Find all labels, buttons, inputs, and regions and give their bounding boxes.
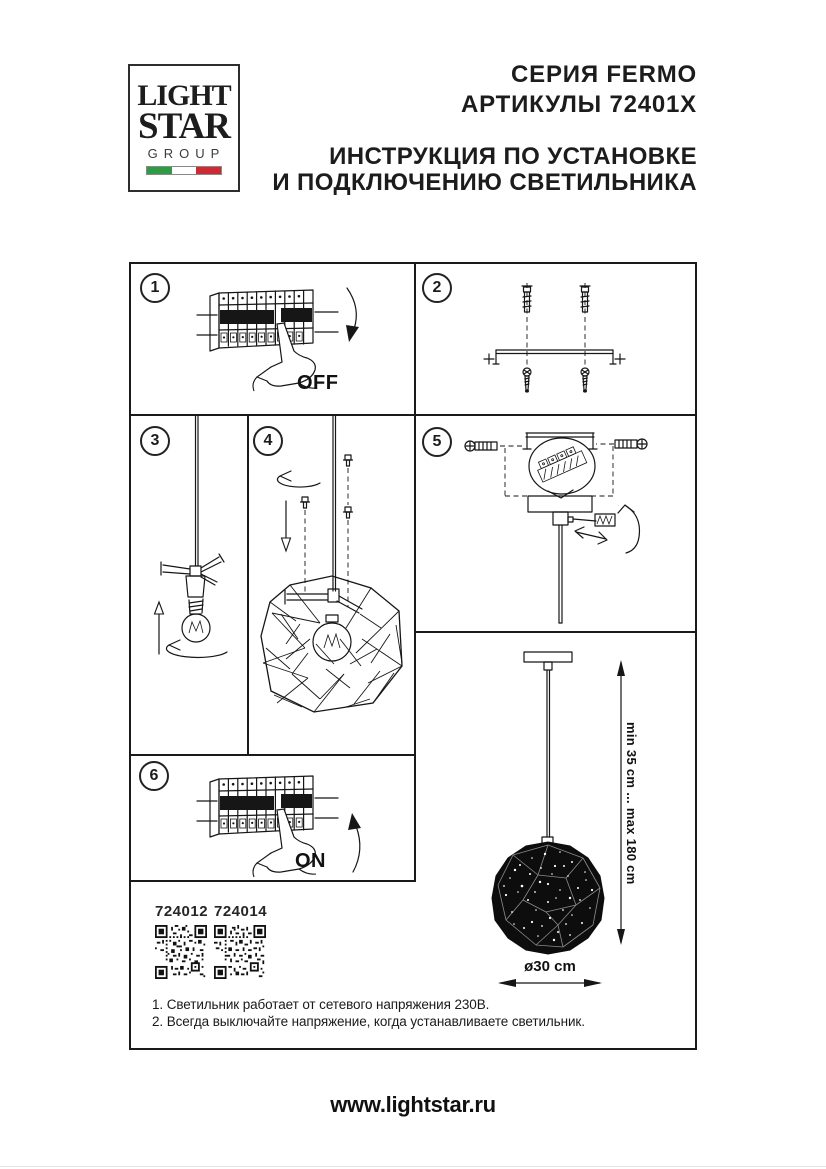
title-line-2: И ПОДКЛЮЧЕНИЮ СВЕТИЛЬНИКА <box>272 169 697 196</box>
power-off-label: OFF <box>297 372 339 394</box>
step-number: 6 <box>149 767 159 784</box>
flag-white <box>172 167 197 174</box>
circuit-breaker-on-diagram <box>195 768 370 880</box>
grid-divider <box>414 631 697 633</box>
step-number: 3 <box>150 432 160 449</box>
rotate-arrow-icon <box>277 471 320 487</box>
header-series-block <box>300 60 697 120</box>
grid-divider <box>414 262 416 882</box>
terminal-block <box>535 444 587 482</box>
logo-word-group: GROUP <box>147 145 226 161</box>
step-number: 5 <box>432 433 442 450</box>
note-line-2: 2. Всегда выключайте напряжение, когда устанавливаете светильник. <box>152 1013 585 1029</box>
shade-assembly-diagram <box>250 415 413 750</box>
italian-flag-stripe <box>146 166 222 175</box>
faceted-sphere-shade <box>492 842 604 954</box>
diameter-label: ø30 cm <box>524 958 576 975</box>
arrow-down-icon <box>346 288 359 342</box>
power-on-label: ON <box>295 850 326 872</box>
website-url: www.lightstar.ru <box>330 1092 496 1117</box>
grid-divider <box>129 754 416 756</box>
series-title: СЕРИЯ FERMO <box>511 61 697 88</box>
lightstar-logo <box>128 64 240 192</box>
step-number: 1 <box>150 279 160 296</box>
arrow-up-icon <box>348 813 361 872</box>
flag-green <box>147 167 172 174</box>
grid-divider <box>129 880 416 882</box>
bulb-installation-diagram <box>135 416 250 676</box>
articles-title: АРТИКУЛЫ 72401X <box>461 91 697 118</box>
logo-word-light: LIGHT <box>137 78 231 112</box>
mounting-bracket-diagram <box>482 280 627 395</box>
article-label-724012: 724012 <box>155 903 209 920</box>
qr-code-724014 <box>214 925 266 979</box>
circuit-breaker-off-diagram <box>195 282 370 394</box>
canopy-mounting-diagram <box>420 420 692 630</box>
page-edge-line <box>0 1166 826 1167</box>
title-line-1: ИНСТРУКЦИЯ ПО УСТАНОВКЕ <box>329 143 697 170</box>
flag-red <box>196 167 221 174</box>
logo-word-star: STAR <box>138 105 230 147</box>
diameter-dimension-line <box>498 979 602 987</box>
pendant-lamp-diagram <box>420 640 692 1000</box>
rotate-arrow-icon <box>166 640 227 657</box>
height-range-label: min 35 cm ... max 180 cm <box>624 722 639 885</box>
article-label-724014: 724014 <box>214 903 268 920</box>
step-badge-6 <box>139 761 169 791</box>
page-title <box>250 144 697 196</box>
step-badge-2 <box>422 273 452 303</box>
safety-notes <box>152 997 585 1030</box>
step-number: 2 <box>432 279 442 296</box>
qr-code-724012 <box>155 925 207 979</box>
step-badge-1 <box>140 273 170 303</box>
note-line-1: 1. Светильник работает от сетевого напряжения 230В. <box>152 997 490 1012</box>
step-number: 4 <box>263 432 273 449</box>
